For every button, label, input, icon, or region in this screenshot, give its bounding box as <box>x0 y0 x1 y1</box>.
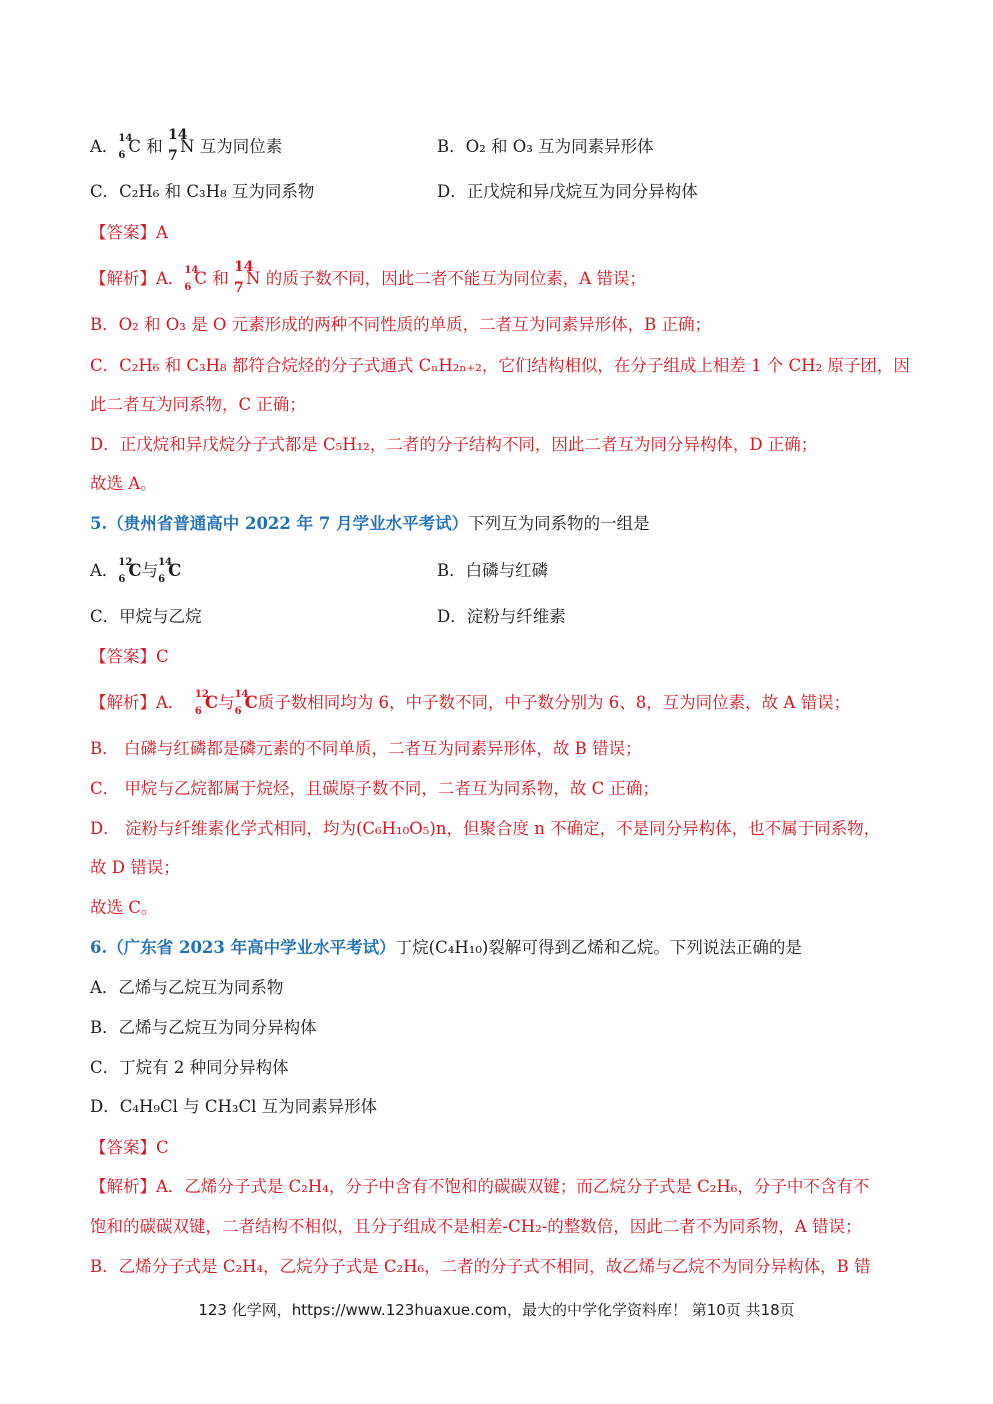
q5-analysis-d1: D． 淀粉与纤维素化学式相同，均为(C₆H₁₀O₅)n，但聚合度 n 不确定，不是同分异构体，也不属于同系物， <box>90 819 881 838</box>
q6-option-c: C．丁烷有 2 种同分异构体 <box>90 1058 289 1077</box>
page-footer: 123 化学网，https://www.123huaxue.com，最大的中学化学资料库！ 第10页 共18页 <box>198 1301 795 1319</box>
q4-option-b: B．O₂ 和 O₃ 互为同素异形体 <box>437 137 654 156</box>
isotope-n14: 14 7 N <box>168 127 195 164</box>
q6-option-a: A．乙烯与乙烷互为同系物 <box>90 978 284 997</box>
q6-answer: 【答案】C <box>90 1138 169 1157</box>
q5-source: 5.（贵州省普通高中 2022 年 7 月学业水平考试） <box>90 514 469 533</box>
isotope-c12: 12 6 C <box>118 557 142 585</box>
q5-option-d: D．淀粉与纤维素 <box>437 607 566 626</box>
q5-answer: 【答案】C <box>90 647 169 666</box>
q5-analysis-c: C． 甲烷与乙烷都属于烷烃，且碳原子数不同，二者互为同系物，故 C 正确； <box>90 779 659 798</box>
q6-analysis-1: 【解析】A．乙烯分子式是 C₂H₄，分子中含有不饱和的碳碳双键；而乙烷分子式是 C₂H₆，分子中不含有不 <box>90 1177 870 1196</box>
q4-option-d: D．正戊烷和异戊烷互为同分异构体 <box>437 182 698 201</box>
q5-option-c: C．甲烷与乙烷 <box>90 607 202 626</box>
q4-option-a: A． 14 6 C 和 14 7 N 互为同位素 <box>90 127 283 164</box>
q5-stem: 5.（贵州省普通高中 2022 年 7 月学业水平考试）下列互为同系物的一组是 <box>90 514 650 533</box>
isotope-c14: 14 6 C <box>158 557 182 585</box>
q5-analysis-a: 【解析】A． 12 6 C与 14 6 C质子数相同均为 6，中子数不同，中子数分别为 6、8，互为同位素，故 A 错误； <box>90 689 851 717</box>
q6-option-d: D．C₄H₉Cl 与 CH₃Cl 互为同素异形体 <box>90 1097 378 1116</box>
isotope-c14: 14 6 C <box>234 689 258 717</box>
q5-option-b: B．白磷与红磷 <box>437 561 549 580</box>
q6-option-b: B．乙烯与乙烷互为同分异构体 <box>90 1018 317 1037</box>
q4-answer: 【答案】A <box>90 223 168 242</box>
q6-analysis-2: 饱和的碳碳双键，二者结构不相似，且分子组成不是相差-CH₂-的整数倍，因此二者不为同系物，A 错误； <box>90 1217 862 1236</box>
q4-analysis-d: D．正戊烷和异戊烷分子式都是 C₅H₁₂，二者的分子结构不同，因此二者互为同分异构体，D 正确； <box>90 435 818 454</box>
q5-option-a: A． 12 6 C与 14 6 C <box>90 557 182 585</box>
q6-analysis-3: B．乙烯分子式是 C₂H₄，乙烷分子式是 C₂H₆，二者的分子式不相同，故乙烯与乙烷不为同分异构体，B 错 <box>90 1257 871 1276</box>
q6-source: 6.（广东省 2023 年高中学业水平考试） <box>90 938 396 957</box>
isotope-n14: 14 7 N <box>234 259 261 296</box>
isotope-c14: 14 6 C <box>184 265 208 293</box>
q6-stem: 6.（广东省 2023 年高中学业水平考试）丁烷(C₄H₁₀)裂解可得到乙烯和乙烷。下列说法正确的是 <box>90 938 802 957</box>
q4-analysis-c2: 此二者互为同系物，C 正确； <box>90 395 306 414</box>
q5-analysis-d2: 故 D 错误； <box>90 858 180 877</box>
q5-choose: 故选 C。 <box>90 898 158 917</box>
q4-choose: 故选 A。 <box>90 474 157 493</box>
isotope-c14: 14 6 C <box>118 133 142 161</box>
q5-analysis-b: B． 白磷与红磷都是磷元素的不同单质，二者互为同素异形体，故 B 错误； <box>90 739 642 758</box>
q4-analysis-b: B．O₂ 和 O₃ 是 O 元素形成的两种不同性质的单质，二者互为同素异形体，B 正确； <box>90 315 712 334</box>
q4-analysis-a: 【解析】A． 14 6 C 和 14 7 N 的质子数不同，因此二者不能互为同位素，A 错误； <box>90 259 646 296</box>
q4-analysis-c1: C．C₂H₆ 和 C₃H₈ 都符合烷烃的分子式通式 CₙH₂ₙ₊₂，它们结构相似，在分子组成上相差 1 个 CH₂ 原子团，因 <box>90 356 910 375</box>
isotope-c12: 12 6 C <box>194 689 219 717</box>
q4-option-c: C．C₂H₆ 和 C₃H₈ 互为同系物 <box>90 182 315 201</box>
